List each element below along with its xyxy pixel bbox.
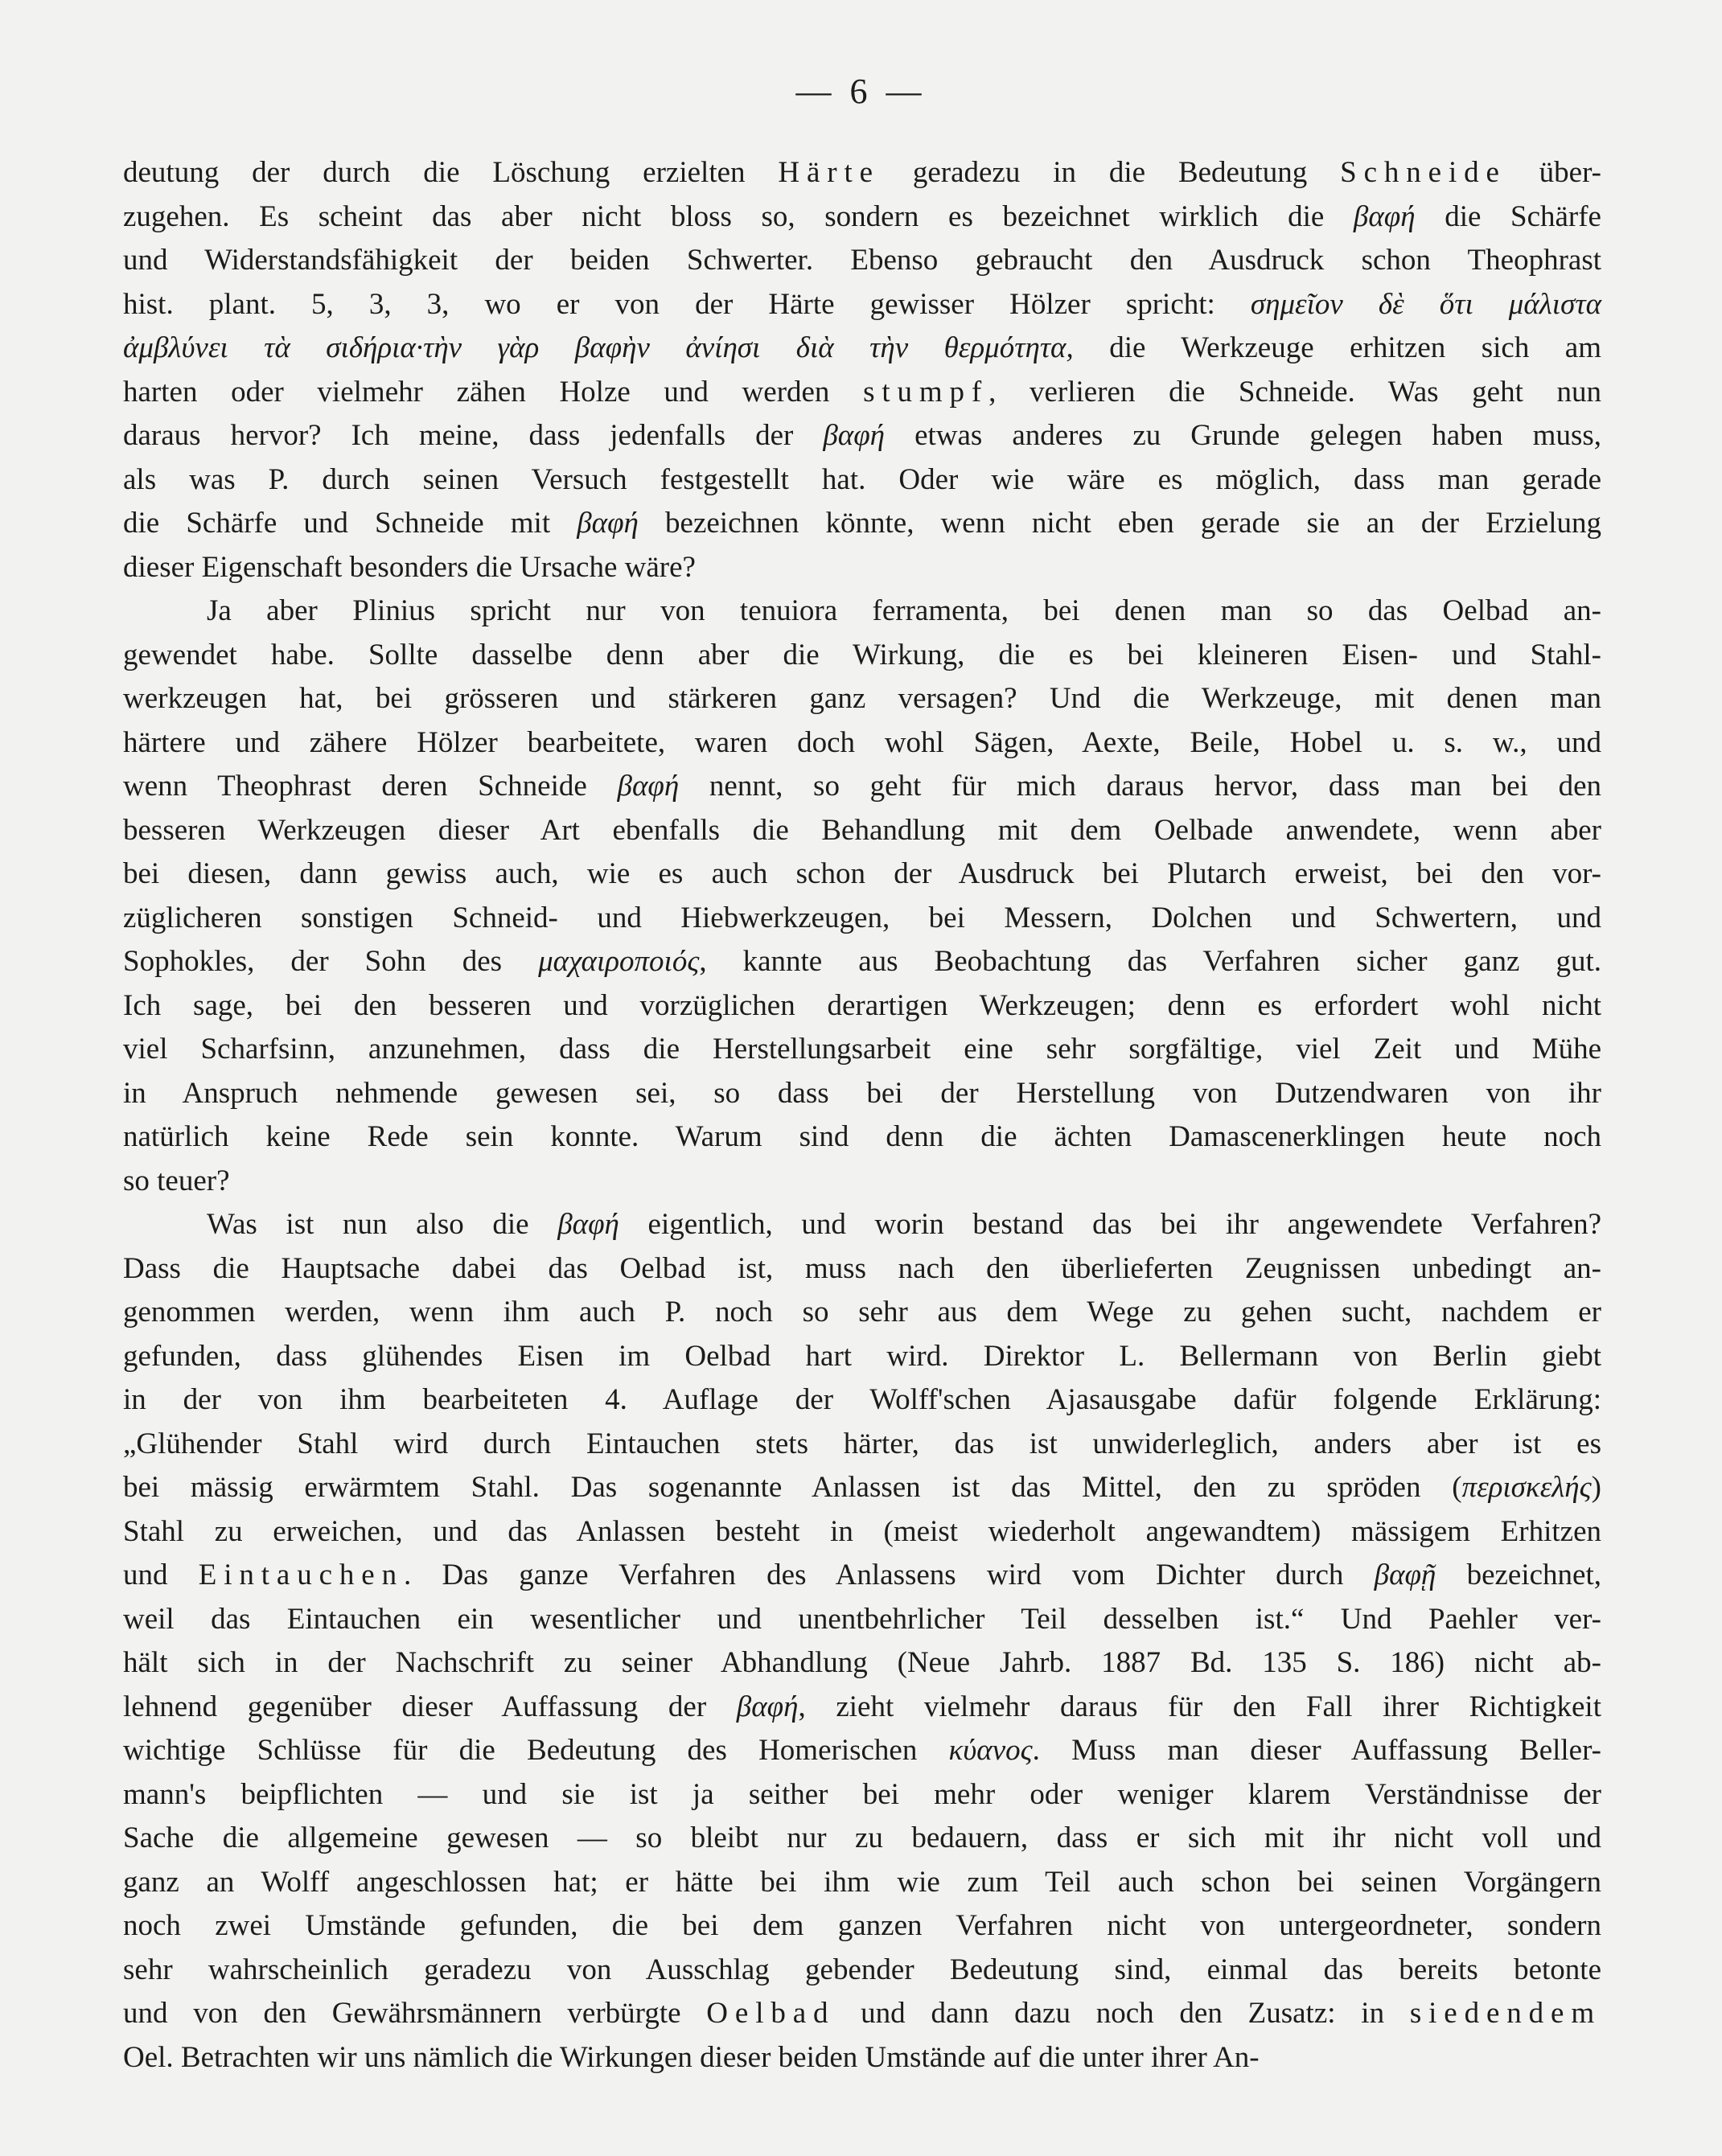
text-line (123, 1904, 1601, 1949)
text-line (123, 1641, 1601, 1686)
text-line (123, 326, 1601, 371)
text-line (123, 1291, 1601, 1335)
body-text (123, 151, 1601, 2080)
greek-text: περισκελής (1461, 1471, 1592, 1504)
text-run: wichtige Schlüsse für die Bedeutung des Homerischen (123, 1734, 949, 1767)
text-run: Oel. Betrachten wir uns nämlich die Wirkungen dieser beiden Umstände auf die unter ihrer An- (123, 2040, 1260, 2074)
text-run: gewendet habe. Sollte dasselbe denn aber die Wirkung, die es bei kleineren Eisen- und Stahl- (123, 638, 1601, 671)
greek-text: βαφή (617, 770, 680, 803)
greek-text: ἀμβλύνει τὰ σιδήρια·τὴν γὰρ βαφὴν ἀνίησι διὰ τὴν θερμότητα, (123, 331, 1074, 364)
text-run: in Anspruch nehmende gewesen sei, so dass bei der Herstellung von Dutzendwaren von ihr (123, 1076, 1601, 1110)
text-line (123, 897, 1601, 941)
text-line (123, 1598, 1601, 1642)
text-line (123, 1247, 1601, 1292)
text-run: und Widerstandsfähigkeit der beiden Schwerter. Ebenso gebraucht den Ausdruck schon Theophrast (123, 244, 1601, 277)
greek-text: βαφή (557, 1208, 619, 1241)
text-run: genommen werden, wenn ihm auch P. noch so sehr aus dem Wege zu gehen sucht, nachdem er (123, 1296, 1601, 1329)
spaced-emphasis: Eintauchen (198, 1558, 404, 1591)
text-run: weil das Eintauchen ein wesentlicher und unentbehrlicher Teil desselben ist.“ Und Paehler ver- (123, 1602, 1601, 1636)
text-line (123, 1423, 1601, 1467)
text-run: bei diesen, dann gewiss auch, wie es auch schon der Ausdruck bei Plutarch erweist, bei den vor- (123, 857, 1601, 890)
text-run: bezeichnen könnte, wenn nicht eben gerade sie an der Erzielung (638, 507, 1602, 540)
text-run: so teuer? (123, 1164, 230, 1197)
text-line (123, 1510, 1601, 1554)
text-line (123, 546, 1601, 590)
text-line (123, 1992, 1601, 2036)
text-line (123, 677, 1601, 721)
text-run: die Werkzeuge erhitzen sich am (1073, 331, 1601, 364)
text-run: bezeichnet, (1436, 1558, 1601, 1591)
spaced-emphasis: Schneide (1340, 156, 1506, 189)
text-run: härtere und zähere Hölzer bearbeitete, waren doch wohl Sägen, Aexte, Beile, Hobel u. s. w., und (123, 725, 1601, 759)
greek-text: βαφή (736, 1690, 799, 1723)
text-run: mann's beipflichten — und sie ist ja seither bei mehr oder weniger klarem Verständnisse der (123, 1777, 1601, 1811)
text-line (123, 371, 1601, 415)
text-run: Ja aber Plinius spricht nur von tenuiora ferramenta, bei denen man so das Oelbad an- (207, 594, 1601, 627)
text-run: in der von ihm bearbeiteten 4. Auflage der Wolff'schen Ajasausgabe dafür folgende Erklärung: (123, 1383, 1601, 1416)
greek-text: βαφῇ (1374, 1558, 1436, 1591)
text-run: , kannte aus Beobachtung das Verfahren sicher ganz gut. (699, 945, 1601, 978)
text-run: hält sich in der Nachschrift zu seiner Abhandlung (Neue Jahrb. 1887 Bd. 135 S. 186) nicht ab- (123, 1646, 1601, 1679)
text-run: züglicheren sonstigen Schneid- und Hiebwerkzeugen, bei Messern, Dolchen und Schwertern, und (123, 901, 1601, 934)
text-line (123, 151, 1601, 195)
text-line (123, 809, 1601, 853)
text-line (123, 765, 1601, 809)
text-run: über- (1506, 156, 1601, 189)
text-line (123, 1729, 1601, 1773)
text-run: werkzeugen hat, bei grösseren und stärkeren ganz versagen? Und die Werkzeuge, mit denen man (123, 682, 1601, 715)
text-run: viel Scharfsinn, anzunehmen, dass die Herstellungsarbeit eine sehr sorgfältige, viel Zeit und Mühe (123, 1033, 1601, 1066)
text-run: dieser Eigenschaft besonders die Ursache wäre? (123, 550, 696, 584)
text-run: Was ist nun also die (207, 1208, 558, 1241)
text-run: die Schärfe und Schneide mit (123, 507, 577, 540)
text-line (123, 634, 1601, 678)
spaced-emphasis: siedendem (1409, 1997, 1601, 2030)
text-line (123, 239, 1601, 283)
text-run: harten oder vielmehr zähen Holze und werden (123, 375, 864, 409)
text-line (123, 1028, 1601, 1072)
text-run: eigentlich, und worin bestand das bei ihr angewendete Verfahren? (619, 1208, 1601, 1241)
greek-text: βαφή (1353, 199, 1416, 233)
text-run: , zieht vielmehr daraus für den Fall ihrer Richtigkeit (798, 1690, 1601, 1723)
text-line (123, 458, 1601, 503)
text-line (123, 852, 1601, 897)
text-run: noch zwei Umstände gefunden, die bei dem ganzen Verfahren nicht von untergeordneter, sondern (123, 1909, 1601, 1942)
greek-text: μαχαιροποιός (538, 945, 700, 978)
text-line (123, 1115, 1601, 1160)
spaced-emphasis: stumpf (863, 375, 989, 409)
page-number: — 6 — (795, 72, 927, 111)
text-line (123, 1686, 1601, 1730)
text-line (123, 1949, 1601, 1993)
text-run: zugehen. Es scheint das aber nicht bloss so, sondern es bezeichnet wirklich die (123, 199, 1354, 233)
text-run: besseren Werkzeugen dieser Art ebenfalls die Behandlung mit dem Oelbade anwendete, wenn aber (123, 813, 1601, 847)
text-line (123, 195, 1601, 240)
text-line (123, 1861, 1601, 1905)
text-run: daraus hervor? Ich meine, dass jedenfalls der (123, 419, 824, 452)
text-line (123, 1773, 1601, 1817)
text-run: Stahl zu erweichen, und das Anlassen besteht in (meist wiederholt angewandtem) mässigem Erhitzen (123, 1514, 1601, 1548)
text-line (123, 1160, 1601, 1204)
text-run: Sophokles, der Sohn des (123, 945, 539, 978)
text-run: ) (1591, 1471, 1601, 1504)
text-line (123, 1817, 1601, 1861)
greek-text: κύανος (948, 1734, 1033, 1767)
text-run: bei mässig erwärmtem Stahl. Das sogenannte Anlassen ist das Mittel, den zu spröden ( (123, 1471, 1462, 1504)
text-line (123, 1203, 1601, 1247)
text-run: ganz an Wolff angeschlossen hat; er hätte bei ihm wie zum Teil auch schon bei seinen Vorgängern (123, 1865, 1601, 1899)
text-run: , verlieren die Schneide. Was geht nun (988, 375, 1601, 409)
text-run: hist. plant. 5, 3, 3, wo er von der Härte gewisser Hölzer spricht: (123, 287, 1251, 321)
text-line (123, 1335, 1601, 1379)
greek-text: βαφή (577, 507, 639, 540)
text-run: natürlich keine Rede sein konnte. Warum sind denn die ächten Damascenerklingen heute noch (123, 1120, 1601, 1153)
text-run: und (123, 1558, 199, 1591)
text-run: und dann dazu noch den Zusatz: in (835, 1997, 1410, 2030)
text-run: geradezu in die Bedeutung (879, 156, 1341, 189)
text-run: deutung der durch die Löschung erzielten (123, 156, 779, 189)
text-run: „Glühender Stahl wird durch Eintauchen stets härter, das ist unwiderleglich, anders aber ist es (123, 1427, 1601, 1460)
text-line (123, 589, 1601, 634)
text-run: . Das ganze Verfahren des Anlassens wird vom Dichter durch (403, 1558, 1375, 1591)
spaced-emphasis: Härte (778, 156, 880, 189)
text-line (123, 502, 1601, 546)
text-line (123, 283, 1601, 327)
text-line (123, 1554, 1601, 1598)
greek-text: σημεῖον δὲ ὅτι μάλιστα (1250, 287, 1602, 321)
text-line (123, 414, 1601, 458)
text-run: und von den Gewährsmännern verbürgte (123, 1997, 707, 2030)
text-run: als was P. durch seinen Versuch festgestellt hat. Oder wie wäre es möglich, dass man gerade (123, 462, 1601, 496)
text-run: Ich sage, bei den besseren und vorzüglichen derartigen Werkzeugen; denn es erfordert wohl nicht (123, 988, 1601, 1022)
text-run: etwas anderes zu Grunde gelegen haben muss, (885, 419, 1601, 452)
spaced-emphasis: Oelbad (706, 1997, 836, 2030)
text-run: gefunden, dass glühendes Eisen im Oelbad hart wird. Direktor L. Bellermann von Berlin giebt (123, 1339, 1601, 1373)
text-run: wenn Theophrast deren Schneide (123, 770, 618, 803)
text-line (123, 721, 1601, 766)
text-run: . Muss man dieser Auffassung Beller- (1032, 1734, 1602, 1767)
text-run: Sache die allgemeine gewesen — so bleibt nur zu bedauern, dass er sich mit ihr nicht voll und (123, 1821, 1601, 1854)
text-line (123, 1378, 1601, 1423)
text-run: Dass die Hauptsache dabei das Oelbad ist, muss nach den überlieferten Zeugnissen unbedingt an- (123, 1251, 1601, 1285)
text-run: die Schärfe (1415, 199, 1601, 233)
text-line (123, 984, 1601, 1029)
text-line (123, 1072, 1601, 1116)
text-line (123, 1466, 1601, 1510)
text-line (123, 940, 1601, 984)
text-run: nennt, so geht für mich daraus hervor, dass man bei den (679, 770, 1602, 803)
greek-text: βαφή (823, 419, 886, 452)
text-run: lehnend gegenüber dieser Auffassung der (123, 1690, 737, 1723)
text-run: sehr wahrscheinlich geradezu von Ausschlag gebender Bedeutung sind, einmal das bereits betonte (123, 1953, 1601, 1986)
text-line (123, 2036, 1601, 2080)
